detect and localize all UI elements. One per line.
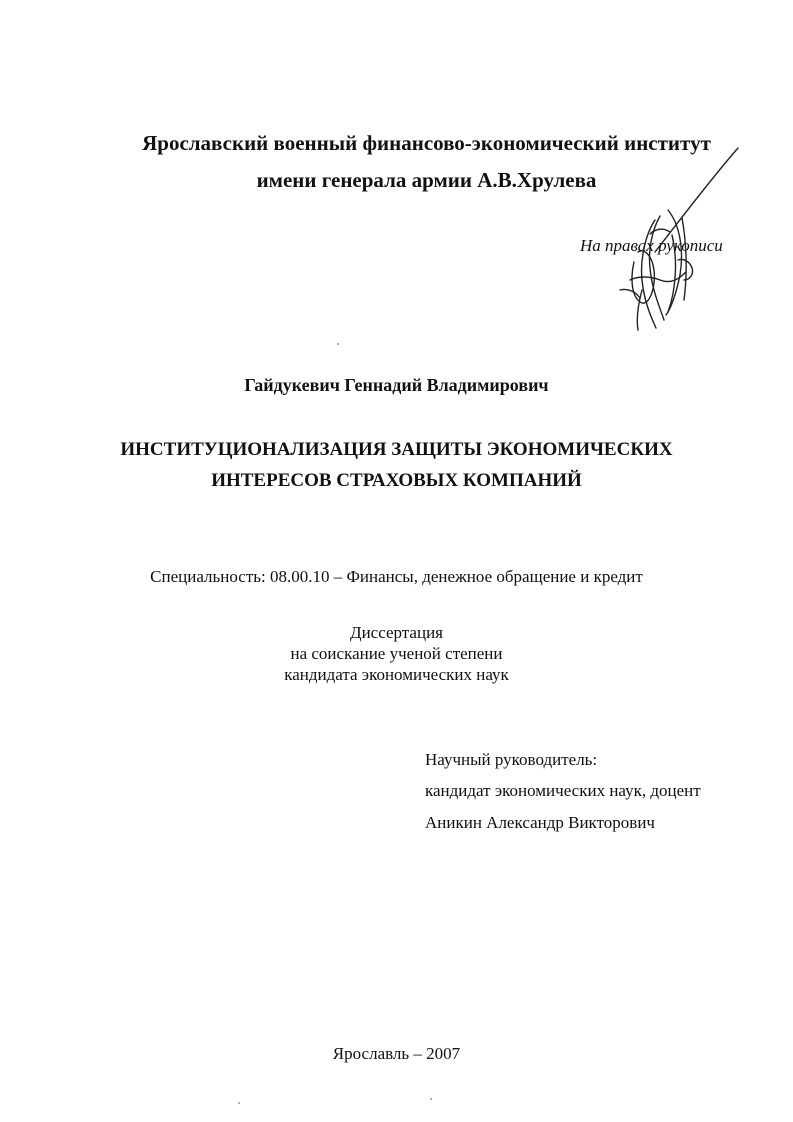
- manuscript-rights-note: На правах рукописи: [580, 236, 723, 255]
- specialty-line: Специальность: 08.00.10 – Финансы, денежное обращение и кредит: [150, 567, 643, 586]
- supervisor-name: Аникин Александр Викторович: [425, 813, 655, 832]
- degree-purpose: на соискание ученой степени: [290, 644, 503, 663]
- scan-speck: [238, 1102, 240, 1104]
- institution-name-line-1: Ярославский военный финансово-экономический институт: [142, 131, 711, 155]
- institution-name-line-2: имени генерала армии А.В.Хрулева: [256, 168, 597, 192]
- handwritten-signature: [560, 140, 750, 340]
- dissertation-title-line-1: ИНСТИТУЦИОНАЛИЗАЦИЯ ЗАЩИТЫ ЭКОНОМИЧЕСКИХ: [120, 439, 673, 460]
- scan-speck: [337, 343, 339, 345]
- dissertation-title-line-2: ИНТЕРЕСОВ СТРАХОВЫХ КОМПАНИЙ: [211, 470, 582, 491]
- author-name: Гайдукевич Геннадий Владимирович: [244, 375, 549, 395]
- supervisor-label: Научный руководитель:: [425, 750, 598, 769]
- dissertation-label: Диссертация: [349, 623, 443, 642]
- scan-speck: [430, 1098, 432, 1100]
- degree-name: кандидата экономических наук: [284, 665, 509, 684]
- supervisor-degree: кандидат экономических наук, доцент: [425, 781, 701, 800]
- city-year: Ярославль – 2007: [332, 1044, 461, 1063]
